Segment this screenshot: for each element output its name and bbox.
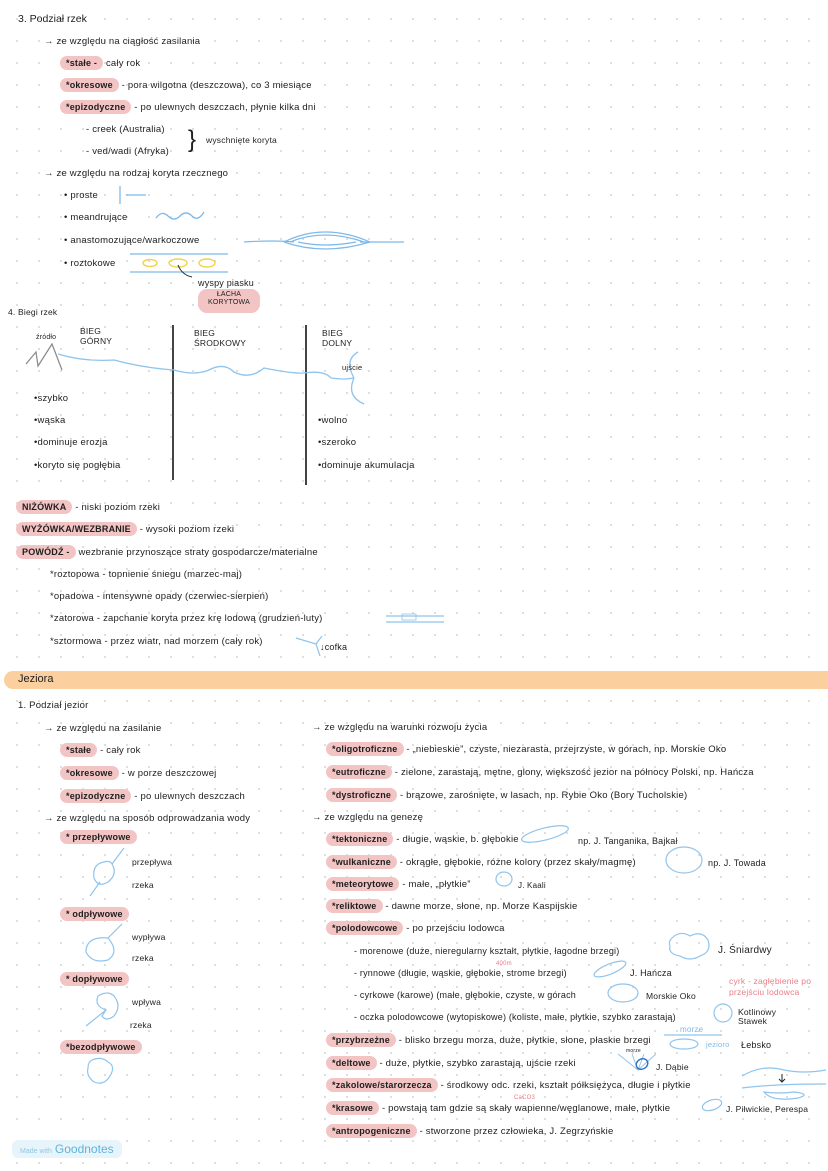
highlight-label: *epizodyczne (60, 100, 131, 114)
highlight-label: *antropogeniczne (326, 1124, 417, 1138)
meteorite-lake-icon (494, 870, 514, 888)
brace-note: wyschnięte koryta (206, 135, 277, 145)
highlight-label: *stałe - (60, 56, 103, 70)
drainage-type-label: * przepływowe (60, 830, 137, 844)
middle-course-title: BIEG ŚRODKOWY (194, 328, 247, 348)
item-text: - po przejściu lodowca (406, 923, 505, 934)
list-item (60, 744, 141, 757)
cirque-note: cyrk - zagłębienie po przejściu lodowca (729, 976, 812, 997)
highlight-label: *krasowe (326, 1101, 379, 1115)
brand-name: Goodnotes (54, 1142, 114, 1156)
upper-fact: •szybko (34, 393, 69, 404)
channel-type: • meandrujące (64, 212, 128, 223)
highlight-label: NIŻÓWKA (16, 500, 72, 514)
glacial-example: J. Hańcza (630, 968, 672, 978)
genesis-item (326, 1125, 613, 1138)
outflow-lake-icon (82, 922, 126, 966)
genesis-item (326, 1057, 576, 1070)
delta-lake-icon (618, 1052, 658, 1076)
volcanic-lake-icon (664, 845, 704, 875)
heading-by-channel: → ze względu na rodzaj koryta rzecznego (44, 168, 229, 179)
list-item (60, 790, 245, 803)
cirque-lake-icon (606, 982, 640, 1004)
item-text: - wysoki poziom rzeki (139, 524, 235, 535)
braided-channel-icon (244, 222, 406, 252)
glacial-subtype: - oczka polodowcowe (wytopiskowe) (koliste, małe, płytkie, szybko zarastają) (354, 1012, 676, 1022)
oxbow-lake-icon (742, 1062, 828, 1102)
genesis-example: Łebsko (741, 1040, 772, 1050)
goodnotes-badge[interactable] (12, 1140, 122, 1158)
item-text: - zielone, zarastają, mętne, glony, większość jezior na północy Polski, np. Hańcza (394, 767, 754, 778)
highlight-label: *wulkaniczne (326, 855, 397, 869)
item-text: cały rok (105, 58, 141, 69)
highlight-label: WYŻÓWKA/WEZBRANIE (16, 522, 137, 536)
heading-genesis: → ze względu na genezę (312, 812, 424, 823)
highlight-label: *przybrzeżne (326, 1033, 396, 1047)
item-text: - okrągłe, głębokie, różne kolory (przez skały/magmę) (399, 857, 636, 868)
caco3-note: CaCO3 (514, 1095, 536, 1101)
straight-channel-icon (118, 186, 148, 204)
sand-islands-note: wyspy piasku (198, 278, 254, 288)
inflow-lake-icon (84, 990, 124, 1030)
made-with-text: Made with (20, 1148, 52, 1155)
glacial-subtype: - cyrkowe (karowe) (małe, głębokie, czyste, w górach (354, 990, 576, 1000)
item-text: - stworzone przez człowieka, J. Zegrzyńskie (419, 1126, 614, 1137)
glacial-example: Kotlinowy Stawek (738, 1007, 777, 1026)
upper-fact: •koryto się pogłębia (34, 460, 121, 471)
water-level-item (16, 523, 234, 536)
item-text: wezbranie przynoszące straty gospodarcze/materialne (78, 547, 318, 558)
brace-icon: } (188, 126, 197, 153)
highlight-label: *oligotroficzne (326, 742, 404, 756)
backflow-note: ↓cofka (320, 642, 348, 652)
genesis-example: np. J. Tanganika, Bajkał (578, 836, 678, 846)
list-item (326, 743, 726, 756)
item-text: - długie, wąskie, b. głębokie (396, 834, 519, 845)
delta-sea-label: morze (626, 1048, 641, 1054)
highlight-label: POWÓDŹ - (16, 545, 76, 559)
depth-note: 400m (496, 961, 512, 967)
drainage-note: wpływa (132, 997, 162, 1007)
sub-item: - ved/wadi (Afryka) (86, 146, 169, 157)
highlight-label: *eutroficzne (326, 765, 392, 779)
item-text: - blisko brzegu morza, duże, płytkie, słone, płaskie brzegi (398, 1035, 651, 1046)
glacial-subtype: - morenowe (duże, nieregularny kształt, płytkie, łagodne brzegi) (354, 946, 620, 956)
item-text: - cały rok (100, 745, 141, 756)
meander-channel-icon (154, 210, 210, 222)
highlight-label: *okresowe (60, 78, 119, 92)
highlight-label: *polodowcowe (326, 921, 403, 935)
mouth-label: ujście (342, 363, 363, 372)
glacial-example: Morskie Oko (646, 991, 696, 1001)
item-text: - duże, płytkie, szybko zarastają, ujście rzeki (379, 1058, 576, 1069)
kettle-lake-icon (712, 1002, 734, 1024)
flood-type: *sztormowa - przez wiatr, nad morzem (cały rok) (50, 636, 263, 647)
genesis-example: J. Piłwickie, Perespa (726, 1104, 809, 1114)
highlight-label: *zakolowe/starorzecza (326, 1078, 438, 1092)
heading-life-conditions: → ze względu na warunki rozwoju życia (312, 722, 488, 733)
lower-fact: •dominuje akumulacja (318, 460, 415, 471)
karst-lake-icon (700, 1098, 724, 1112)
section-title-lake-division: 1. Podział jezior (18, 700, 89, 711)
banner-title: Jeziora (18, 673, 54, 685)
channel-type: • anastomozujące/warkoczowe (64, 235, 200, 246)
drainage-type-label: *bezodpływowe (60, 1040, 142, 1054)
water-level-item (16, 546, 318, 559)
upper-fact: •wąska (34, 415, 66, 426)
tectonic-lake-icon (520, 823, 570, 845)
drainage-note: wypływa (132, 932, 166, 942)
genesis-item (326, 1034, 651, 1047)
item-text: - niski poziom rzeki (75, 502, 161, 513)
drainage-note: rzeka (132, 880, 154, 890)
flood-type: *roztopowa - topnienie śniegu (marzec-maj) (50, 569, 243, 580)
item-text: - po ulewnych deszczach, płynie kilka dni (134, 102, 316, 113)
section-title-river-division: 3. Podział rzek (18, 13, 87, 25)
item-text: - po ulewnych deszczach (134, 791, 246, 802)
glacial-subtype: - rynnowe (długie, wąskie, głębokie, strome brzegi) (354, 968, 567, 978)
list-item (326, 789, 687, 802)
genesis-item (326, 1102, 670, 1115)
genesis-item (326, 922, 505, 935)
item-text: - w porze deszczowej (121, 768, 217, 779)
item-text: - „niebieskie”, czyste, niezarasta, przejrzyste, w górach, np. Morskie Oko (406, 744, 727, 755)
drainage-note: rzeka (132, 953, 154, 963)
upper-fact: •dominuje erozja (34, 437, 108, 448)
item-text: - środkowy odc. rzeki, kształt półksiężyca, długie i płytkie (440, 1080, 691, 1091)
lake-label: jezioro (706, 1040, 730, 1049)
drainage-note: rzeka (130, 1020, 152, 1030)
genesis-item (326, 878, 471, 891)
drainage-type-label: * odpływowe (60, 907, 129, 921)
highlight-label: *deltowe (326, 1056, 377, 1070)
anastomosing-channel-icon (130, 253, 230, 275)
lower-course-title: BIEG DOLNY (322, 328, 353, 348)
item-text: - małe, „płytkie” (402, 879, 471, 890)
item-text: - dawne morze, słone, np. Morze Kaspijskie (385, 901, 578, 912)
genesis-item (326, 900, 578, 913)
endorheic-lake-icon (86, 1058, 116, 1086)
drainage-note: przepływa (132, 857, 173, 867)
moraine-lake-icon (666, 930, 712, 964)
sub-item: - creek (Australia) (86, 124, 165, 135)
genesis-example: J. Dąbie (656, 1062, 689, 1072)
upper-course-title: BIEG GÓRNY (80, 326, 113, 346)
item-text: - brązowe, zarośnięte, w lasach, np. Rybie Oko (Bory Tucholskie) (399, 790, 688, 801)
highlight-label: *dystroficzne (326, 788, 397, 802)
highlight-label: *meteorytowe (326, 877, 399, 891)
genesis-item (326, 1079, 691, 1092)
list-item (326, 766, 754, 779)
genesis-example: np. J. Towada (708, 858, 766, 868)
flood-type: *opadowa - intensywne opady (czerwiec-sierpień) (50, 591, 269, 602)
heading-lake-drainage: → ze względu na sposób odprowadzania wody (44, 813, 251, 824)
highlight-label: *epizodyczne (60, 789, 131, 803)
highlight-label: *tektoniczne (326, 832, 393, 846)
sandbar-pill: ŁACHA KORYTOWA (198, 289, 260, 313)
water-level-item (16, 501, 160, 514)
channel-type: • proste (64, 190, 98, 201)
lower-fact: •wolno (318, 415, 348, 426)
source-label: źródło (36, 334, 57, 341)
flood-type: *zatorowa - zapchanie koryta przez krę lodową (grudzień-luty) (50, 613, 323, 624)
genesis-example: J. Kaali (518, 881, 546, 890)
genesis-item (326, 833, 519, 846)
genesis-item (326, 856, 636, 869)
ice-jam-icon (386, 612, 446, 626)
list-item (60, 101, 316, 114)
list-item (60, 79, 312, 92)
lower-fact: •szeroko (318, 437, 357, 448)
drainage-type-label: * dopływowe (60, 972, 129, 986)
lakes-section-banner (4, 671, 828, 689)
highlight-label: *stałe (60, 743, 97, 757)
heading-by-supply: → ze względu na ciągłość zasilania (44, 36, 201, 47)
item-text: - pora wilgotna (deszczowa), co 3 miesiące (121, 80, 312, 91)
sea-label: morze (680, 1025, 704, 1034)
river-profile-diagram (24, 340, 364, 410)
glacial-example: J. Śniardwy (718, 945, 772, 956)
ribbon-lake-icon (592, 958, 628, 980)
highlight-label: *okresowe (60, 766, 119, 780)
list-item (60, 767, 216, 780)
list-item (60, 57, 140, 70)
flow-through-lake-icon (84, 848, 128, 898)
highlight-label: *reliktowe (326, 899, 383, 913)
section-title-river-courses: 4. Biegi rzek (8, 307, 58, 317)
channel-type: • roztokowe (64, 258, 116, 269)
heading-lake-supply: → ze względu na zasilanie (44, 723, 162, 734)
item-text: - powstają tam gdzie są skały wapienne/węglanowe, małe, płytkie (381, 1103, 671, 1114)
